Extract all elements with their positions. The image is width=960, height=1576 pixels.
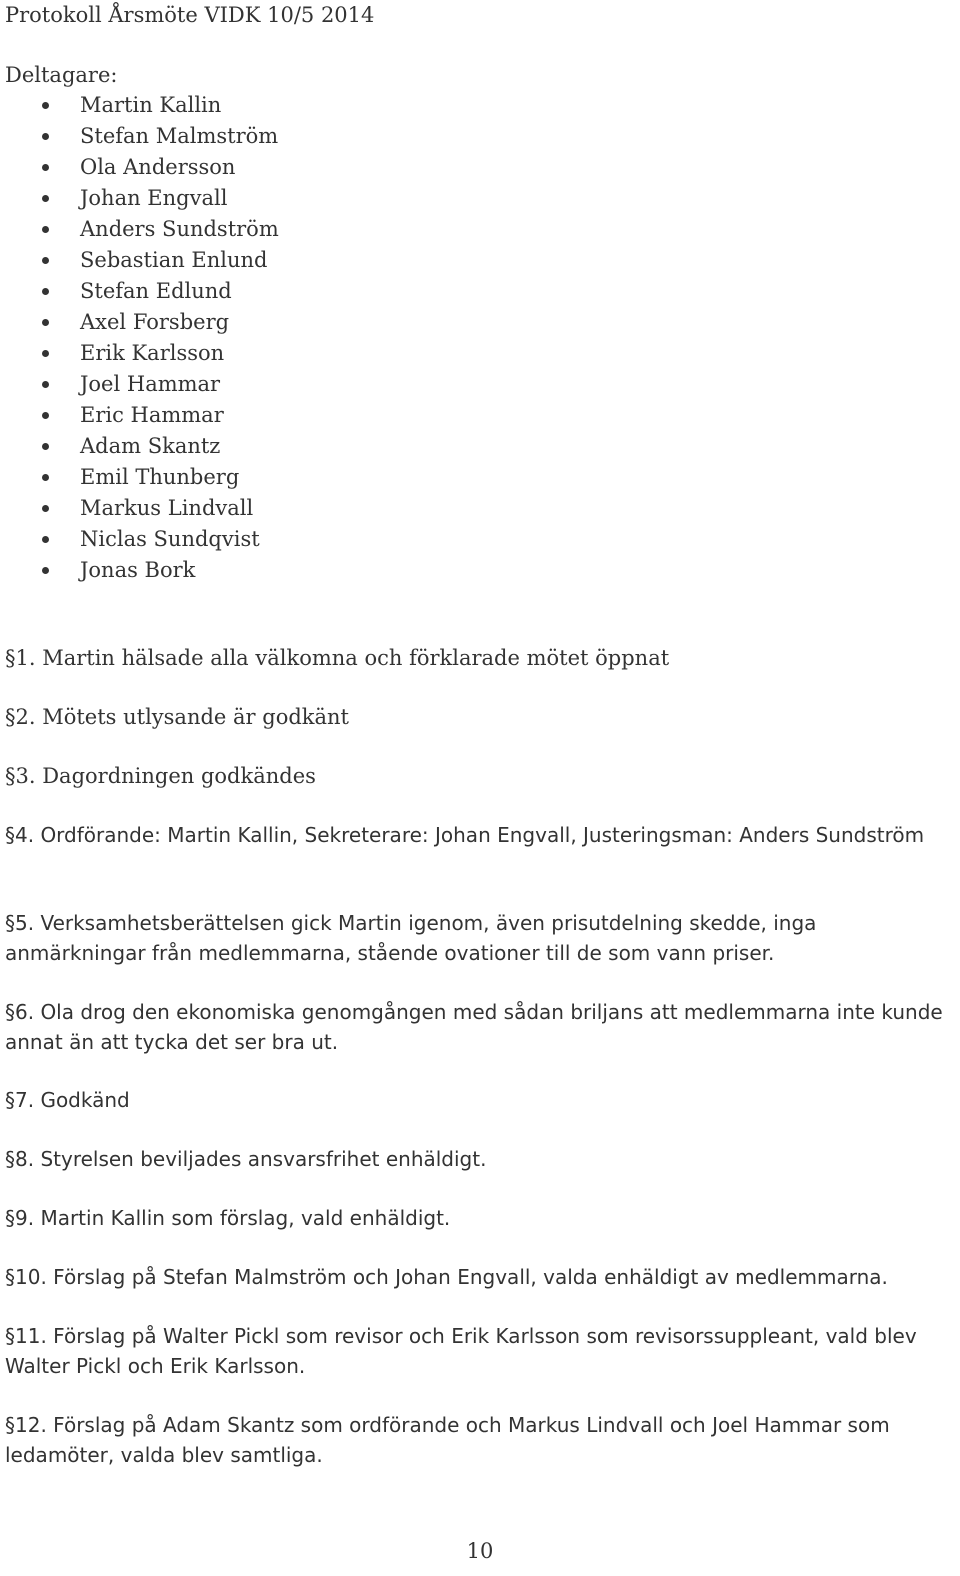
paragraph-7: §7. Godkänd — [5, 1088, 130, 1112]
bullet-icon — [42, 195, 49, 202]
bullet-icon — [42, 536, 49, 543]
page-number: 10 — [466, 1539, 494, 1563]
participant-name: Niclas Sundqvist — [80, 527, 260, 551]
participant-name: Emil Thunberg — [80, 465, 240, 489]
paragraph-12: §12. Förslag på Adam Skantz som ordförande och Markus Lindvall och Joel Hammar som ledamöter, valda blev samtliga. — [5, 1413, 890, 1467]
participant-name: Joel Hammar — [80, 372, 221, 396]
paragraph-1: §1. Martin hälsade alla välkomna och förklarade mötet öppnat — [5, 646, 670, 670]
bullet-icon — [42, 443, 49, 450]
paragraph-5: §5. Verksamhetsberättelsen gick Martin igenom, även prisutdelning skedde, inga anmärkningar från medlemmarna, stående ovationer till de som vann priser. — [5, 911, 817, 965]
participant-name: Markus Lindvall — [80, 496, 254, 520]
document-title: Protokoll Årsmöte VIDK 10/5 2014 — [5, 3, 375, 27]
participant-name: Adam Skantz — [80, 434, 221, 458]
participant-name: Martin Kallin — [80, 93, 222, 117]
bullet-icon — [42, 288, 49, 295]
participant-name: Stefan Malmström — [80, 124, 279, 148]
paragraph-4: §4. Ordförande: Martin Kallin, Sekreterare: Johan Engvall, Justeringsman: Anders Sundström — [5, 823, 925, 847]
participant-name: Anders Sundström — [80, 217, 279, 241]
paragraph-10: §10. Förslag på Stefan Malmström och Johan Engvall, valda enhäldigt av medlemmarna. — [5, 1265, 888, 1289]
bullet-icon — [42, 505, 49, 512]
bullet-icon — [42, 164, 49, 171]
bullet-icon — [42, 412, 49, 419]
bullet-icon — [42, 381, 49, 388]
paragraph-11: §11. Förslag på Walter Pickl som revisor och Erik Karlsson som revisorssuppleant, vald blev Walter Pickl och Erik Karlsson. — [5, 1324, 917, 1378]
paragraph-2: §2. Mötets utlysande är godkänt — [5, 705, 349, 729]
participant-name: Eric Hammar — [80, 403, 224, 427]
bullet-icon — [42, 319, 49, 326]
participant-name: Ola Andersson — [80, 155, 236, 179]
paragraph-6: §6. Ola drog den ekonomiska genomgången med sådan briljans att medlemmarna inte kunde annat än att tycka det ser bra ut. — [5, 1000, 943, 1054]
participant-name: Jonas Bork — [80, 558, 196, 582]
bullet-icon — [42, 567, 49, 574]
participant-name: Stefan Edlund — [80, 279, 232, 303]
bullet-icon — [42, 102, 49, 109]
bullet-icon — [42, 226, 49, 233]
participant-name: Sebastian Enlund — [80, 248, 268, 272]
paragraph-3: §3. Dagordningen godkändes — [5, 764, 316, 788]
bullet-icon — [42, 133, 49, 140]
paragraph-9: §9. Martin Kallin som förslag, vald enhäldigt. — [5, 1206, 451, 1230]
bullet-icon — [42, 474, 49, 481]
bullet-icon — [42, 350, 49, 357]
participant-name: Erik Karlsson — [80, 341, 225, 365]
participants-heading: Deltagare: — [5, 63, 118, 87]
bullet-icon — [42, 257, 49, 264]
participant-name: Axel Forsberg — [80, 310, 230, 334]
participant-name: Johan Engvall — [80, 186, 228, 210]
paragraph-8: §8. Styrelsen beviljades ansvarsfrihet enhäldigt. — [5, 1147, 487, 1171]
